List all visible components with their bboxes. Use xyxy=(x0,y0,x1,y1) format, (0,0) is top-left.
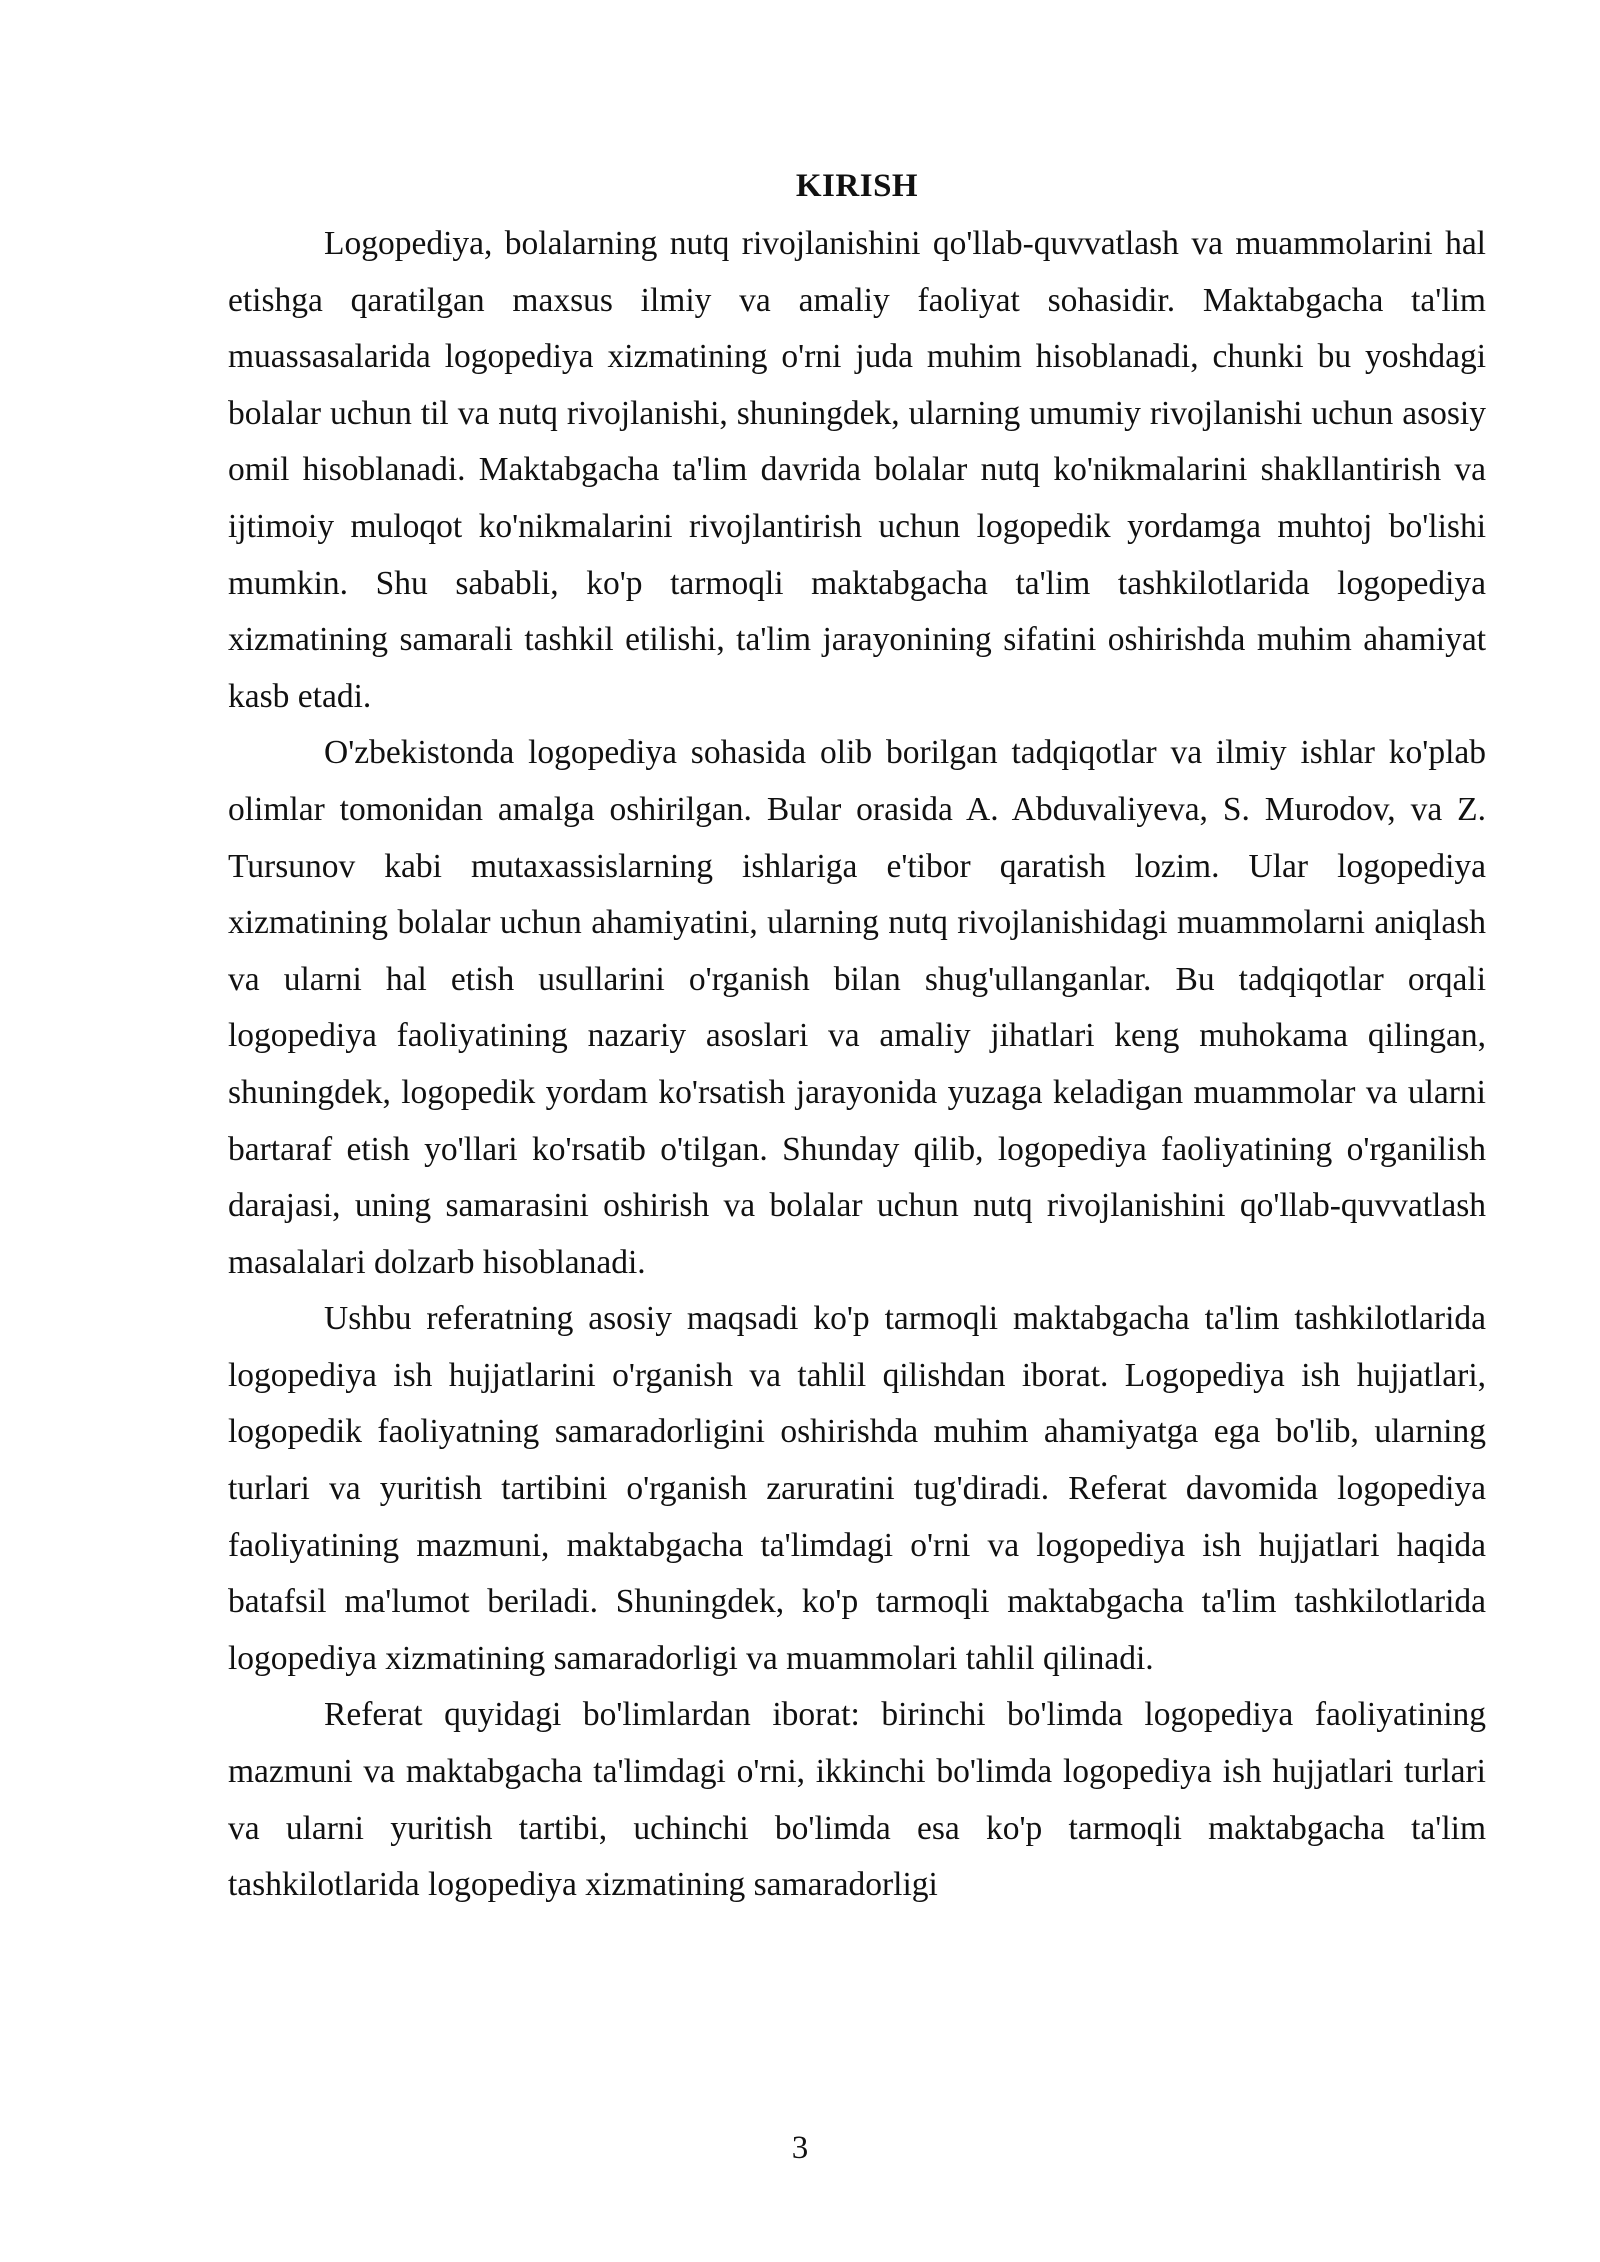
page-number: 3 xyxy=(791,2130,809,2166)
page-body xyxy=(228,158,1486,1914)
paragraph-3: Ushbu referatning asosiy maqsadi ko'p tarmoqli maktabgacha ta'lim tashkilotlarida logopediya ish hujjatlarini o'rganish va tahlil qilishdan iborat. Logopediya ish hujjatlari, logopedik faoliyatning samaradorligini oshirishda muhim ahamiyatga ega bo'lib, ularning turlari va yuritish tartibini o'rganish zaruratini tug'diradi. Referat davomida logopediya faoliyatining mazmuni, maktabgacha ta'limdagi o'rni va logopediya ish hujjatlari haqida batafsil ma'lumot beriladi. Shuningdek, ko'p tarmoqli maktabgacha ta'lim tashkilotlarida logopediya xizmatining samaradorligi va muammolari tahlil qilinadi. xyxy=(228,1300,1486,1677)
paragraph-1: Logopediya, bolalarning nutq rivojlanishini qo'llab-quvvatlash va muammolarini hal etishga qaratilgan maxsus ilmiy va amaliy faoliyat sohasidir. Maktabgacha ta'lim muassasalarida logopediya xizmatining o'rni juda muhim hisoblanadi, chunki bu yoshdagi bolalar uchun til va nutq rivojlanishi, shuningdek, ularning umumiy rivojlanishi uchun asosiy omil hisoblanadi. Maktabgacha ta'lim davrida bolalar nutq ko'nikmalarini shakllantirish va ijtimoiy muloqot ko'nikmalarini rivojlantirish uchun logopedik yordamga muhtoj bo'lishi mumkin. Shu sababli, ko'p tarmoqli maktabgacha ta'lim tashkilotlarida logopediya xizmatining samarali tashkil etilishi, ta'lim jarayonining sifatini oshirishda muhim ahamiyat kasb etadi. xyxy=(228,225,1486,715)
section-title: KIRISH xyxy=(795,168,919,204)
paragraph-4: Referat quyidagi bo'limlardan iborat: birinchi bo'limda logopediya faoliyatining mazmuni va maktabgacha ta'limdagi o'rni, ikkinchi bo'limda logopediya ish hujjatlari turlari va ularni yuritish tartibi, uchinchi bo'limda esa ko'p tarmoqli maktabgacha ta'lim tashkilotlarida logopediya xizmatining samaradorligi xyxy=(228,1696,1486,1904)
paragraph-2: O'zbekistonda logopediya sohasida olib borilgan tadqiqotlar va ilmiy ishlar ko'plab olimlar tomonidan amalga oshirilgan. Bular orasida A. Abduvaliyeva, S. Murodov, va Z. Tursunov kabi mutaxassislarning ishlariga e'tibor qaratish lozim. Ular logopediya xizmatining bolalar uchun ahamiyatini, ularning nutq rivojlanishidagi muammolarni aniqlash va ularni hal etish usullarini o'rganish bilan shug'ullanganlar. Bu tadqiqotlar orqali logopediya faoliyatining nazariy asoslari va amaliy jihatlari keng muhokama qilingan, shuningdek, logopedik yordam ko'rsatish jarayonida yuzaga keladigan muammolar va ularni bartaraf etish yo'llari ko'rsatib o'tilgan. Shunday qilib, logopediya faoliyatining o'rganilish darajasi, uning samarasini oshirish va bolalar uchun nutq rivojlanishini qo'llab-quvvatlash masalalari dolzarb hisoblanadi. xyxy=(228,734,1486,1281)
